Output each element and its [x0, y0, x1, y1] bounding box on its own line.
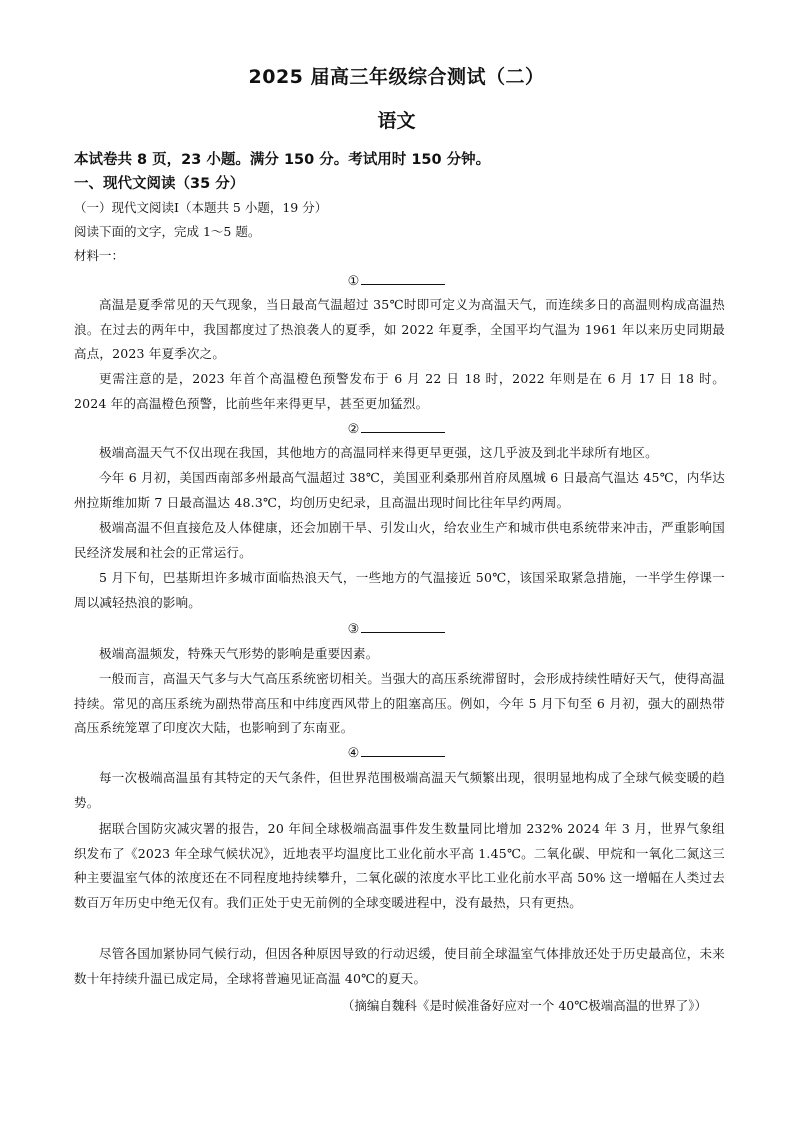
- passage-heading-2: [0, 420, 793, 437]
- answer-blank: [361, 744, 445, 757]
- paragraph-6: 5 月下旬，巴基斯坦许多城市面临热浪天气，一些地方的气温接近 50℃，该国采取紧急措施，一半学生停课一周以减轻热浪的影响。: [74, 570, 725, 610]
- paragraph-5: 极端高温不但直接危及人体健康，还会加剧干旱、引发山火，给农业生产和城市供电系统带来冲击，严重影响国民经济发展和社会的正常运行。: [74, 520, 725, 560]
- paragraph-3: 极端高温天气不仅出现在我国，其他地方的高温同样来得更早更强，这几乎波及到北半球所有地区。: [99, 445, 658, 460]
- paragraph-11: 尽管各国加紧协同气候行动，但因各种原因导致的行动迟缓，使目前全球温室气体排放还处于历史最高位，未来数十年持续升温已成定局，全球将普遍见证高温 40℃的夏天。: [74, 946, 725, 986]
- passage-heading-1: [0, 272, 793, 289]
- reading-prompt: 阅读下面的文字，完成 1～5 题。: [74, 224, 261, 239]
- subject-title: 语文: [377, 110, 416, 132]
- paragraph-7: 极端高温频发，特殊天气形势的影响是重要因素。: [99, 646, 379, 661]
- answer-blank: [361, 420, 445, 433]
- paragraph-4: 今年 6 月初，美国西南部多州最高气温超过 38℃，美国亚利桑那州首府凤凰城 6 日最高气温达 45℃，内华达州拉斯维加斯 7 日最高温达 48.3℃，均创历史纪录，且高温出现时间比往年早约两周。: [74, 470, 725, 510]
- paragraph-1: 高温是夏季常见的天气现象，当日最高气温超过 35℃时即可定义为高温天气，而连续多日的高温则构成高温热浪。在过去的两年中，我国都度过了热浪袭人的夏季，如 2022 年夏季，全国平均气温为 1961 年以来历史同期最高点，2023 年夏季次之。: [74, 297, 725, 361]
- passage-heading-4: [0, 744, 793, 761]
- heading-number: ③: [347, 622, 360, 637]
- answer-blank: [361, 620, 445, 633]
- exam-info: 本试卷共 8 页，23 小题。满分 150 分。考试用时 150 分钟。: [74, 152, 491, 168]
- paragraph-2: 更需注意的是，2023 年首个高温橙色预警发布于 6 月 22 日 18 时，2022 年则是在 6 月 17 日 18 时。2024 年的高温橙色预警，比前些年来得更早，甚至更加猛烈。: [74, 371, 725, 411]
- material-label: 材料一：: [74, 248, 125, 263]
- heading-number: ④: [347, 746, 360, 761]
- answer-blank: [361, 272, 445, 285]
- paragraph-9: 每一次极端高温虽有其特定的天气条件，但世界范围极端高温天气频繁出现，很明显地构成了全球气候变暖的趋势。: [74, 770, 725, 810]
- exam-title: 2025 届高三年级综合测试（二）: [248, 66, 545, 88]
- paragraph-10: 据联合国防灾减灾署的报告，20 年间全球极端高温事件发生数量同比增加 232% 2024 年 3 月，世界气象组织发布了《2023 年全球气候状况》，近地表平均温度比工业化前水平高 1.45℃。二氧化碳、甲烷和一氧化二氮这三种主要温室气体的浓度还在不同程度地持续攀升，二氧化碳的浓度水平比工业化前水平高 50% 这一增幅在人类过去数百万年历史中绝无仅有。我们正处于史无前例的全球变暖进程中，没有最热，只有更热。: [74, 821, 725, 910]
- heading-number: ②: [347, 422, 360, 437]
- source-citation: （摘编自魏科《是时候准备好应对一个 40℃极端高温的世界了》）: [341, 998, 707, 1013]
- paragraph-8: 一般而言，高温天气多与大气高压系统密切相关。当强大的高压系统滞留时，会形成持续性晴好天气，使得高温持续。常见的高压系统为副热带高压和中纬度西风带上的阻塞高压。例如，今年 5 月下旬至 6 月初，强大的副热带高压系统笼罩了印度次大陆，也影响到了东南亚。: [74, 671, 725, 735]
- subsection-heading: （一）现代文阅读Ⅰ（本题共 5 小题，19 分）: [74, 200, 328, 215]
- passage-heading-3: [0, 620, 793, 637]
- heading-number: ①: [347, 274, 360, 289]
- section-one-heading: 一、现代文阅读（35 分）: [74, 176, 245, 192]
